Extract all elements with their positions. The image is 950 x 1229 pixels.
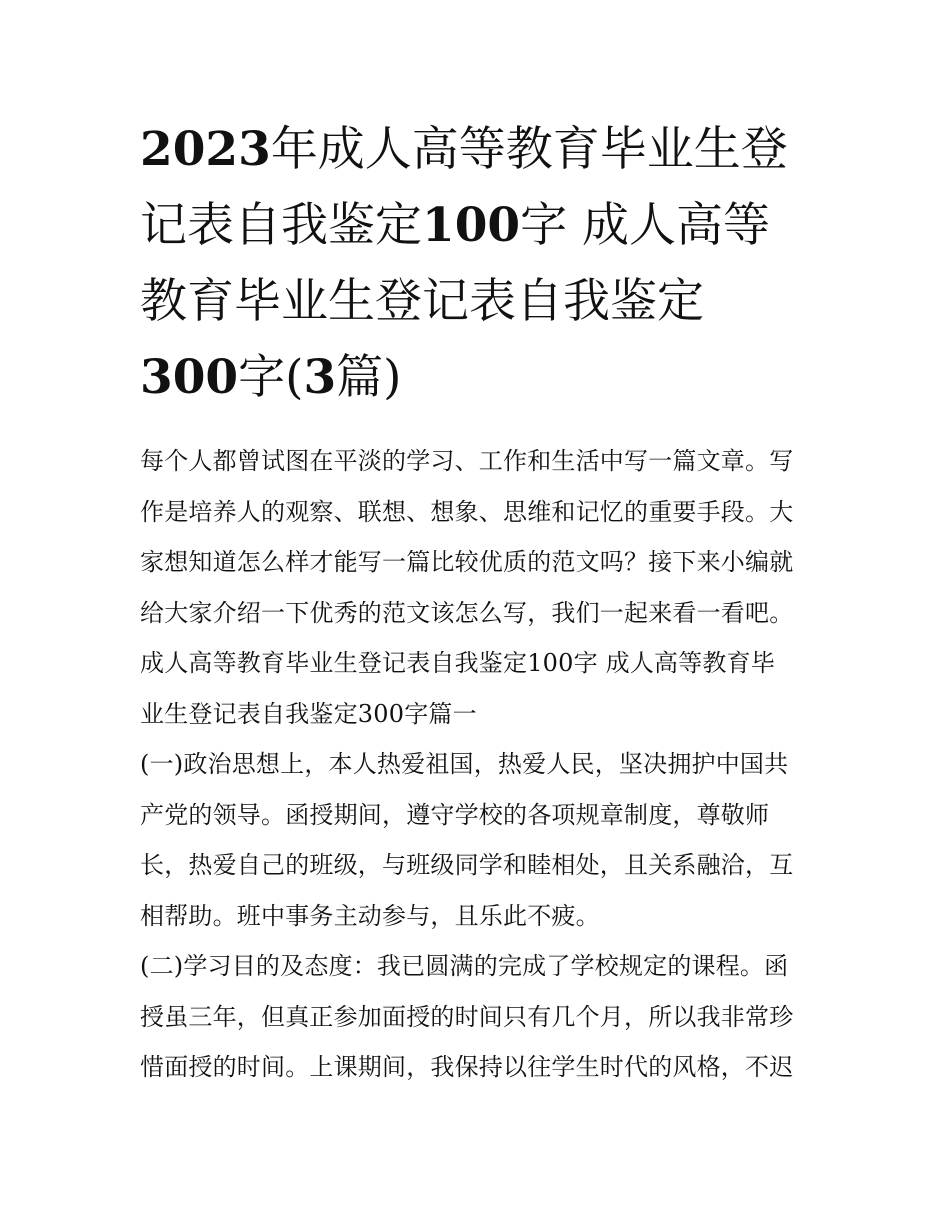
body-line: 惜面授的时间。上课期间，我保持以往学生时代的风格，不迟	[140, 1053, 794, 1081]
title-text: 字(	[238, 350, 304, 405]
document-title	[140, 112, 830, 416]
title-line	[140, 264, 830, 340]
body-line: 家想知道怎么样才能写一篇比较优质的范文吗？接下来小编就	[140, 548, 794, 576]
body-line: 长，热爱自己的班级，与班级同学和睦相处，且关系融洽，互	[140, 851, 794, 879]
title-text: 教育毕业生登记表自我鉴定	[140, 274, 704, 329]
body-line: 成人高等教育毕业生登记表自我鉴定100字 成人高等教育毕	[140, 649, 776, 677]
body-line: 作是培养人的观察、联想、想象、思维和记忆的重要手段。大	[140, 497, 794, 526]
title-line	[140, 340, 830, 416]
body-line: 每个人都曾试图在平淡的学习、工作和生活中写一篇文章。写	[140, 447, 794, 475]
document-body	[140, 436, 830, 1093]
title-text: 年成人高等教育毕业生登	[270, 122, 788, 177]
title-text: 字 成人高等	[520, 198, 771, 253]
body-line: 业生登记表自我鉴定300字篇一	[140, 699, 477, 728]
title-line	[140, 112, 830, 188]
title-line	[140, 188, 830, 264]
title-text: 记表自我鉴定	[140, 198, 422, 253]
body-line: 相帮助。班中事务主动参与，且乐此不疲。	[140, 901, 600, 930]
body-line: 授虽三年，但真正参加面授的时间只有几个月，所以我非常珍	[140, 1002, 794, 1031]
title-text: 篇)	[336, 350, 402, 405]
body-line: 给大家介绍一下优秀的范文该怎么写，我们一起来看一看吧。	[140, 598, 794, 627]
body-line: 产党的领导。函授期间，遵守学校的各项规章制度，尊敬师	[140, 800, 770, 829]
title-number: 300	[140, 350, 239, 405]
body-line: (二)学习目的及态度：我已圆满的完成了学校规定的课程。函	[140, 952, 789, 980]
title-number: 100	[422, 198, 521, 253]
title-number: 2023	[140, 122, 271, 177]
title-number: 3	[303, 350, 337, 405]
body-line: (一)政治思想上，本人热爱祖国，热爱人民，坚决拥护中国共	[140, 750, 789, 778]
